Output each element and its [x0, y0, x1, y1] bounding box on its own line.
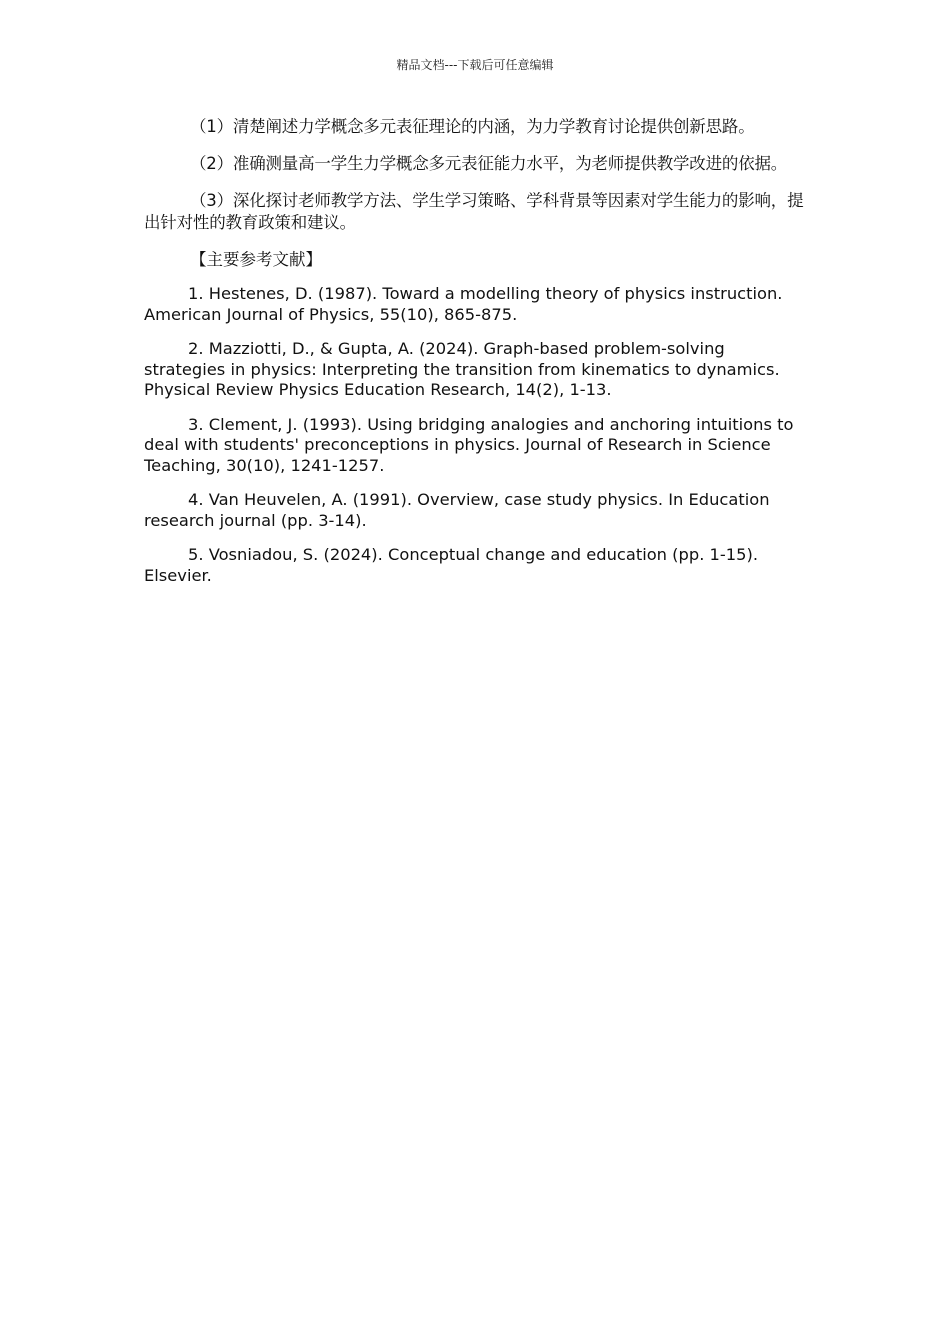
reference-item: 4. Van Heuvelen, A. (1991). Overview, case study physics. In Education research journal (pp. 3-14).	[144, 490, 770, 530]
objective-paragraph: （1）清楚阐述力学概念多元表征理论的内涵，为力学教育讨论提供创新思路。	[190, 117, 755, 136]
reference-item: 3. Clement, J. (1993). Using bridging analogies and anchoring intuitions to deal with students' preconceptions in physics. Journal of Research in Science Teaching, 30(10), 1241-1257.	[144, 414, 794, 475]
page-header: 精品文档---下载后可任意编辑	[396, 58, 554, 72]
reference-item: 1. Hestenes, D. (1987). Toward a modelling theory of physics instruction. American Journal of Physics, 55(10), 865-875.	[144, 284, 783, 324]
objective-paragraph: （3）深化探讨老师教学方法、学生学习策略、学科背景等因素对学生能力的影响，提出针对性的教育政策和建议。	[144, 191, 804, 232]
document-body	[144, 116, 804, 600]
reference-item: 2. Mazziotti, D., & Gupta, A. (2024). Graph-based problem-solving strategies in physics: Interpreting the transition from kinematics to dynamics. Physical Review Physics Education Research, 14(2), 1-13.	[144, 339, 780, 399]
references-heading: 【主要参考文献】	[190, 250, 322, 269]
objective-paragraph: （2）准确测量高一学生力学概念多元表征能力水平，为老师提供教学改进的依据。	[190, 154, 788, 173]
reference-item: 5. Vosniadou, S. (2024). Conceptual change and education (pp. 1-15). Elsevier.	[144, 545, 759, 585]
